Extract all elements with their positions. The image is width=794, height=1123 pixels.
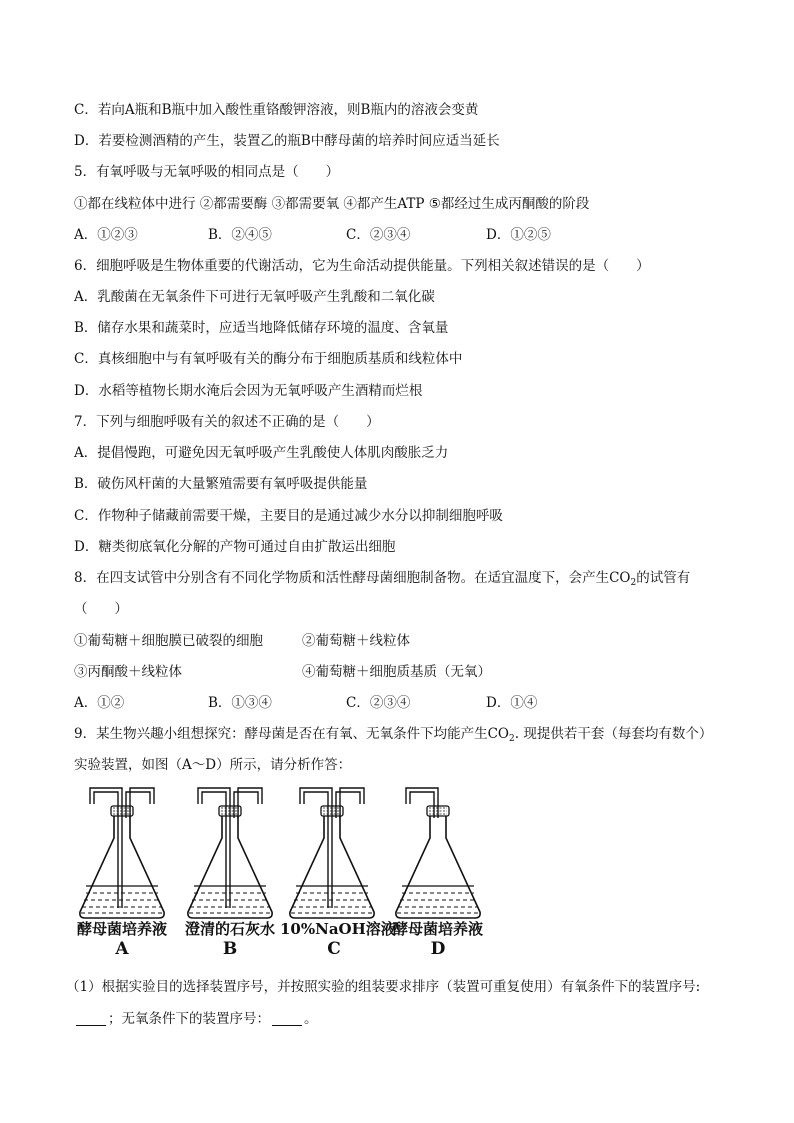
q8-item-3: ③丙酮酸＋线粒体	[74, 664, 182, 680]
q9-stem-line2: 实验装置，如图（A～D）所示，请分析作答：	[74, 757, 352, 773]
q9-stem	[74, 725, 712, 748]
letter-d: D	[430, 939, 446, 959]
q9-part1-mid: ；无氧条件下的装置序号：	[108, 1011, 270, 1027]
anaerobic-answer-blank[interactable]	[272, 1011, 302, 1026]
q8-stem	[74, 569, 690, 592]
q5-option-d: D．①②⑤	[486, 227, 551, 243]
letter-b: B	[222, 939, 238, 959]
label-d: 酵母菌培养液	[392, 920, 483, 938]
q4-option-d: D．若要检测酒精的产生，装置乙的瓶B中酵母菌的培养时间应适当延长	[74, 133, 500, 149]
q4-option-c: C．若向A瓶和B瓶中加入酸性重铬酸钾溶液，则B瓶内的溶液会变黄	[74, 102, 479, 118]
q9-stem-text: 9．某生物兴趣小组想探究：酵母菌是否在有氧、无氧条件下均能产生CO	[74, 726, 509, 742]
flask-b	[188, 788, 272, 918]
flask-diagram	[70, 784, 490, 924]
flask-a	[80, 788, 164, 918]
q5-option-b: B．②④⑤	[208, 227, 272, 243]
q8-option-b: B．①③④	[208, 695, 272, 711]
q6-option-c: C．真核细胞中与有氧呼吸有关的酶分布于细胞质基质和线粒体中	[74, 351, 463, 367]
q6-option-a: A．乳酸菌在无氧条件下可进行无氧呼吸产生乳酸和二氧化碳	[74, 289, 435, 305]
q8-item-4: ④葡萄糖＋细胞质基质（无氧）	[302, 664, 491, 680]
q7-option-d: D．糖类彻底氧化分解的产物可通过自由扩散运出细胞	[74, 539, 396, 555]
q5-items: ①都在线粒体中进行 ②都需要酶 ③都需要氧 ④都产生ATP ⑤都经过生成丙酮酸的阶段	[74, 196, 590, 212]
letter-a: A	[115, 939, 129, 959]
q5-stem: 5．有氧呼吸与无氧呼吸的相同点是（ ）	[74, 164, 340, 180]
q8-option-c: C．②③④	[346, 695, 411, 711]
q8-option-a: A．①②	[74, 695, 125, 711]
q6-option-d: D．水稻等植物长期水淹后会因为无氧呼吸产生酒精而烂根	[74, 383, 423, 399]
q6-stem: 6．细胞呼吸是生物体重要的代谢活动，它为生命活动提供能量。下列相关叙述错误的是（ ）	[74, 258, 650, 274]
q8-paren: （ ）	[74, 601, 128, 617]
q7-option-a: A．提倡慢跑，可避免因无氧呼吸产生乳酸使人体肌肉酸胀乏力	[74, 445, 449, 461]
q7-option-c: C．作物种子储藏前需要干燥，主要目的是通过减少水分以抑制细胞呼吸	[74, 508, 503, 524]
q7-stem: 7．下列与细胞呼吸有关的叙述不正确的是（ ）	[74, 414, 380, 430]
q9-part1: （1）根据实验目的选择装置序号，并按照实验的组装要求排序（装置可重复使用）有氧条件下的装置序号:	[66, 979, 701, 995]
q8-stem-end: 的试管有	[636, 570, 691, 586]
q6-option-b: B．储存水果和蔬菜时，应适当地降低储存环境的温度、含氧量	[74, 320, 449, 336]
letter-c: C	[327, 939, 341, 959]
label-a: 酵母菌培养液	[76, 920, 167, 938]
q9-subscript: 2	[509, 734, 515, 744]
q8-stem-text: 8．在四支试管中分别含有不同化学物质和活性酵母菌细胞制备物。在适宜温度下，会产生CO	[74, 570, 631, 586]
q5-option-a: A．①②③	[74, 227, 138, 243]
flask-apparatus-figure	[70, 784, 490, 964]
label-c: 10%NaOH溶液	[280, 920, 396, 938]
flask-d	[396, 788, 480, 918]
q9-part1-end: 。	[304, 1011, 318, 1027]
label-b: 澄清的石灰水	[184, 920, 275, 938]
q8-item-2: ②葡萄糖＋线粒体	[302, 633, 410, 649]
flask-c	[290, 788, 374, 918]
q5-option-c: C．②③④	[346, 227, 411, 243]
q9-stem-end: . 现提供若干套（每套均有数个）	[514, 726, 713, 742]
q8-option-d: D．①④	[486, 695, 538, 711]
q7-option-b: B．破伤风杆菌的大量繁殖需要有氧呼吸提供能量	[74, 476, 368, 492]
q8-item-1: ①葡萄糖＋细胞膜已破裂的细胞	[74, 633, 263, 649]
aerobic-answer-blank[interactable]	[76, 1011, 106, 1026]
q8-subscript: 2	[630, 578, 637, 588]
q9-part1-answers	[74, 1010, 318, 1028]
